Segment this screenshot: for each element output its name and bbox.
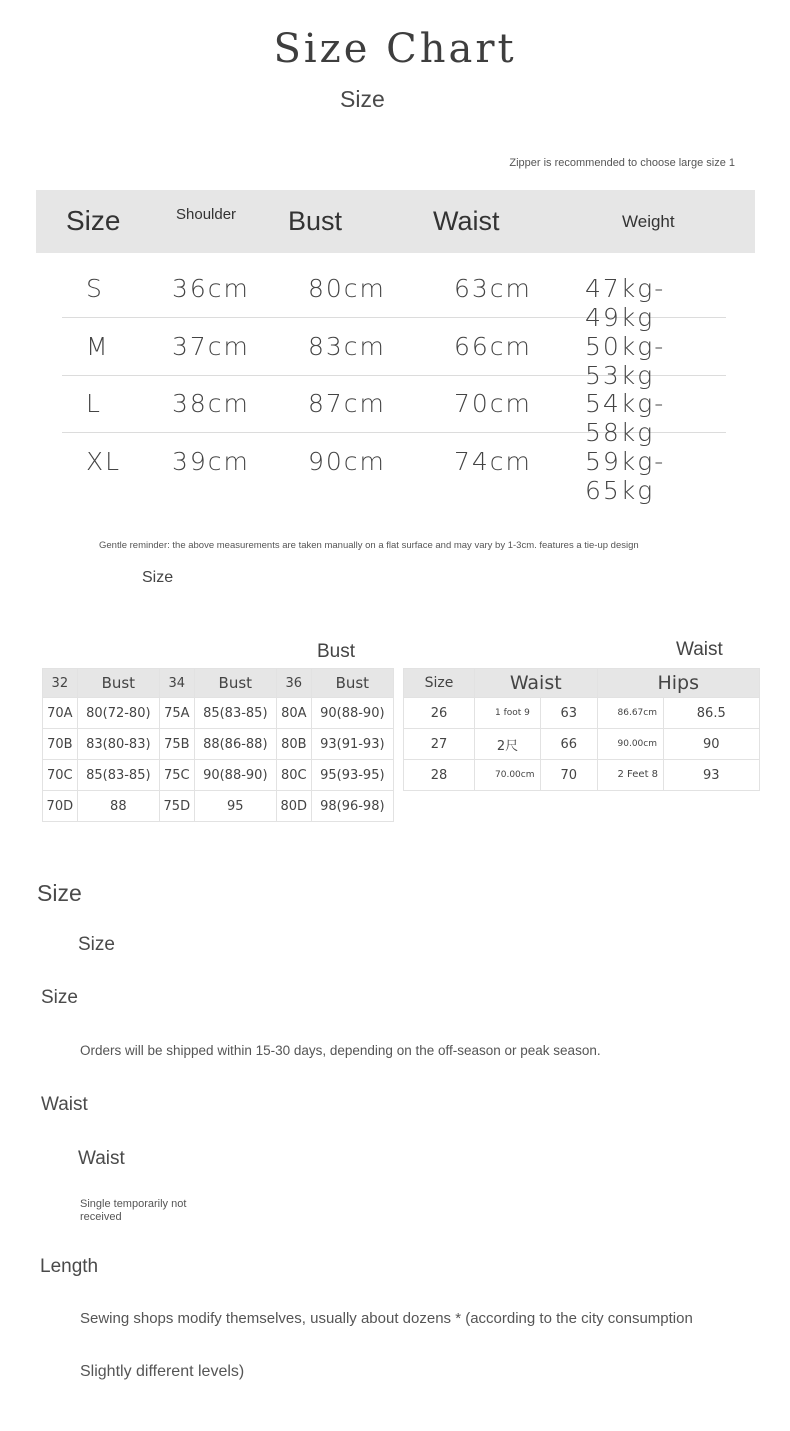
header-cell: Size bbox=[404, 669, 475, 698]
table-cell: 80(72-80) bbox=[77, 698, 159, 729]
table-cell: 28 bbox=[404, 760, 475, 791]
table-cell: 90 bbox=[663, 729, 759, 760]
levels-note: Slightly different levels) bbox=[80, 1363, 245, 1380]
section-waist-subheading: Waist bbox=[78, 1148, 125, 1169]
header-cell: 36 bbox=[276, 669, 311, 698]
table-cell: 75B bbox=[159, 729, 194, 760]
cell-waist: 74cm bbox=[454, 447, 532, 476]
table-cell: 88(86-88) bbox=[194, 729, 276, 760]
table-cell: 95 bbox=[194, 791, 276, 822]
sewing-note: Sewing shops modify themselves, usually about dozens * (according to the city consumption bbox=[80, 1310, 693, 1327]
cell-shoulder: 36cm bbox=[172, 274, 250, 303]
single-note: Single temporarily not received bbox=[80, 1198, 187, 1223]
section-waist-heading: Waist bbox=[41, 1094, 88, 1115]
table-cell: 85(83-85) bbox=[77, 760, 159, 791]
table-cell: 90(88-90) bbox=[311, 698, 393, 729]
cell-size: M bbox=[86, 332, 110, 361]
cell-shoulder: 38cm bbox=[172, 389, 250, 418]
table-cell: 70A bbox=[43, 698, 78, 729]
table-cell: 75C bbox=[159, 760, 194, 791]
table-cell: 70C bbox=[43, 760, 78, 791]
header-cell: 34 bbox=[159, 669, 194, 698]
table-row bbox=[43, 729, 394, 760]
table-row bbox=[62, 318, 726, 390]
table-cell: 75A bbox=[159, 698, 194, 729]
table-row bbox=[43, 698, 394, 729]
table-cell: 90(88-90) bbox=[194, 760, 276, 791]
table-row bbox=[62, 375, 726, 447]
section-size-subheading: Size bbox=[78, 934, 115, 955]
table-cell: 93 bbox=[663, 760, 759, 791]
table-cell: 26 bbox=[404, 698, 475, 729]
header-bust: Bust bbox=[288, 206, 343, 236]
subtitle: Size bbox=[340, 86, 385, 112]
table-cell: 86.67cm bbox=[597, 698, 663, 729]
cell-waist: 66cm bbox=[454, 332, 532, 361]
cell-shoulder: 39cm bbox=[172, 447, 250, 476]
table-header-row bbox=[404, 669, 760, 698]
table-cell: 80D bbox=[276, 791, 311, 822]
waist-hips-table bbox=[403, 668, 760, 791]
header-cell: Bust bbox=[194, 669, 276, 698]
table-cell: 86.5 bbox=[663, 698, 759, 729]
shipping-note: Orders will be shipped within 15-30 days, depending on the off-season or peak season. bbox=[80, 1043, 601, 1058]
bust-heading: Bust bbox=[317, 641, 356, 662]
cell-waist: 70cm bbox=[454, 389, 532, 418]
table-cell: 2 Feet 8 bbox=[597, 760, 663, 791]
cell-size: L bbox=[86, 389, 102, 418]
main-table-header bbox=[36, 190, 755, 253]
zipper-note: Zipper is recommended to choose large size 1 bbox=[509, 157, 735, 169]
header-weight: Weight bbox=[622, 212, 675, 231]
cell-shoulder: 37cm bbox=[172, 332, 250, 361]
table-cell: 63 bbox=[541, 698, 598, 729]
header-cell: Hips bbox=[597, 669, 759, 698]
cell-waist: 63cm bbox=[454, 274, 532, 303]
table-row bbox=[43, 791, 394, 822]
table-row bbox=[404, 760, 760, 791]
header-cell: Bust bbox=[77, 669, 159, 698]
page-title: Size Chart bbox=[273, 26, 517, 72]
table-cell: 27 bbox=[404, 729, 475, 760]
table-row bbox=[62, 260, 726, 332]
table-cell: 83(80-83) bbox=[77, 729, 159, 760]
cell-weight: 54kg-58kg bbox=[585, 389, 666, 447]
cell-weight: 47kg-49kg bbox=[585, 274, 666, 332]
table-cell: 98(96-98) bbox=[311, 791, 393, 822]
section-size-heading: Size bbox=[37, 880, 82, 906]
table-row bbox=[404, 698, 760, 729]
header-cell: 32 bbox=[43, 669, 78, 698]
header-cell: Bust bbox=[311, 669, 393, 698]
cell-bust: 80cm bbox=[308, 274, 386, 303]
table-cell: 66 bbox=[541, 729, 598, 760]
cell-weight: 50kg-53kg bbox=[585, 332, 666, 390]
cell-weight: 59kg-65kg bbox=[585, 447, 666, 505]
table-cell: 75D bbox=[159, 791, 194, 822]
table-cell: 80B bbox=[276, 729, 311, 760]
table-cell: 85(83-85) bbox=[194, 698, 276, 729]
table-cell: 70.00cm bbox=[475, 760, 541, 791]
cell-size: XL bbox=[86, 447, 122, 476]
table-cell: 70 bbox=[541, 760, 598, 791]
cell-bust: 90cm bbox=[308, 447, 386, 476]
table-cell: 2尺 bbox=[475, 729, 541, 760]
cell-bust: 87cm bbox=[308, 389, 386, 418]
section-length-heading: Length bbox=[40, 1256, 99, 1277]
table-header-row bbox=[43, 669, 394, 698]
table-cell: 1 foot 9 bbox=[475, 698, 541, 729]
table-cell: 90.00cm bbox=[597, 729, 663, 760]
cell-bust: 83cm bbox=[308, 332, 386, 361]
header-shoulder: Shoulder bbox=[176, 206, 237, 223]
table-cell: 88 bbox=[77, 791, 159, 822]
table-cell: 70D bbox=[43, 791, 78, 822]
table-row bbox=[404, 729, 760, 760]
bust-table bbox=[42, 668, 394, 822]
table-cell: 80C bbox=[276, 760, 311, 791]
header-size: Size bbox=[66, 205, 121, 236]
size-label: Size bbox=[142, 569, 174, 586]
section-size-label: Size bbox=[41, 987, 78, 1008]
header-cell: Waist bbox=[475, 669, 598, 698]
table-cell: 80A bbox=[276, 698, 311, 729]
table-cell: 70B bbox=[43, 729, 78, 760]
header-waist: Waist bbox=[433, 206, 500, 236]
measurement-reminder: Gentle reminder: the above measurements are taken manually on a flat surface and may vary by 1-3cm. features a tie-up design bbox=[99, 540, 639, 551]
waist-heading: Waist bbox=[676, 639, 723, 660]
table-cell: 93(91-93) bbox=[311, 729, 393, 760]
cell-size: S bbox=[86, 274, 104, 303]
table-row bbox=[43, 760, 394, 791]
table-cell: 95(93-95) bbox=[311, 760, 393, 791]
table-row bbox=[62, 433, 726, 505]
